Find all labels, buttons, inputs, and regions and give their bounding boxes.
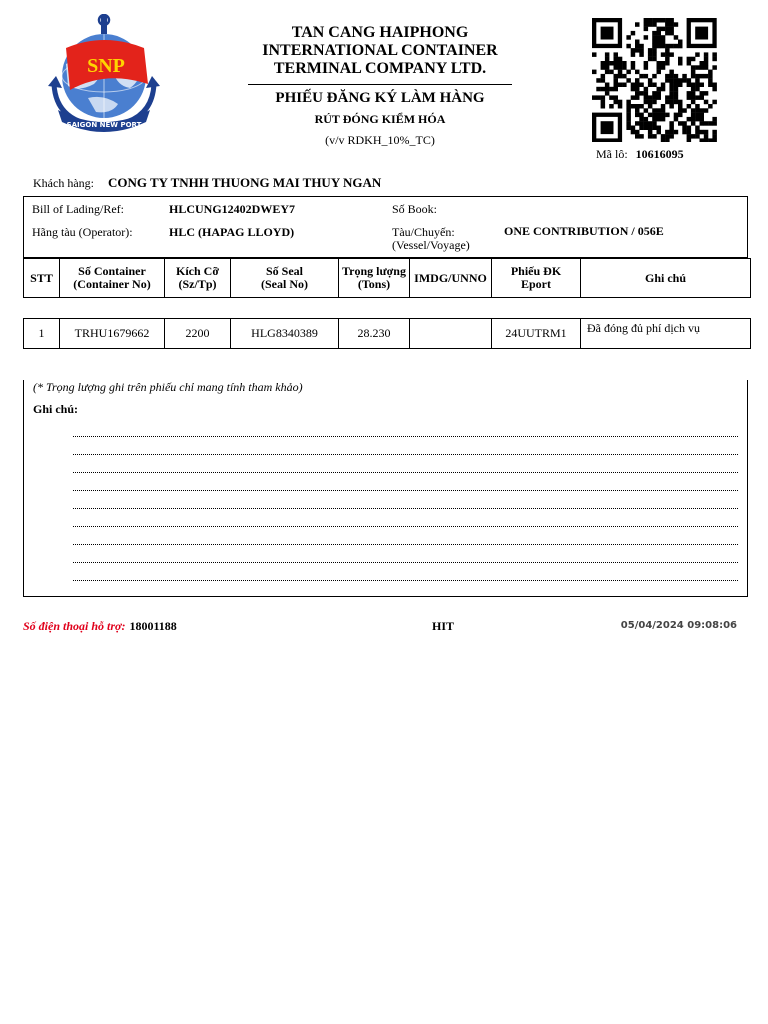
col-header-eport: Phiếu ĐK Eport [492, 259, 581, 298]
support-label: Số điện thoại hỗ trợ: [23, 619, 126, 633]
vessel-value: ONE CONTRIBUTION / 056E [504, 224, 664, 238]
note-line [73, 508, 738, 509]
qr-code [592, 18, 722, 142]
col-header-container: Số Container (Container No) [60, 259, 165, 298]
terminal-code: HIT [431, 619, 454, 633]
col-header-imdg: IMDG/UNNO [410, 259, 492, 298]
lot-label: Mã lô: [596, 147, 628, 161]
vessel-label: Tàu/Chuyến: [392, 225, 455, 239]
print-timestamp: 05/04/2024 09:08:06 [620, 620, 737, 631]
lot-value: 10616095 [635, 147, 684, 161]
note-line [73, 544, 738, 545]
company-line-2: INTERNATIONAL CONTAINER [262, 42, 498, 59]
customer-label: Khách hàng: [33, 176, 94, 190]
document-subtitle: RÚT ĐÓNG KIỂM HÓA [314, 112, 446, 126]
col-header-weight: Trọng lượng (Tons) [339, 259, 410, 298]
cell-seal: HLG8340389 [231, 319, 339, 349]
company-line-1: TAN CANG HAIPHONG [291, 24, 469, 41]
notes-label: Ghi chú: [33, 402, 79, 416]
operator-label: Hãng tàu (Operator): [32, 225, 133, 239]
cell-stt: 1 [24, 319, 60, 349]
container-table-body [23, 318, 751, 349]
col-header-note: Ghi chú [581, 259, 751, 298]
cell-container-no: TRHU1679662 [60, 319, 165, 349]
company-line-3: TERMINAL COMPANY LTD. [273, 60, 487, 77]
note-line [73, 472, 738, 473]
col-header-stt: STT [24, 259, 60, 298]
document-title: PHIẾU ĐĂNG KÝ LÀM HÀNG [275, 90, 485, 106]
shipment-info-box [23, 196, 748, 258]
book-label: Số Book: [392, 202, 438, 216]
bl-value: HLCUNG12402DWEY7 [169, 202, 296, 216]
lot-number [596, 147, 684, 162]
support-phone [23, 619, 177, 634]
vessel-label-en: (Vessel/Voyage) [392, 238, 470, 252]
col-header-size: Kích Cỡ (Sz/Tp) [165, 259, 231, 298]
notes-box [23, 380, 748, 597]
weight-disclaimer: (* Trọng lượng ghi trên phiếu chỉ mang tính tham khảo) [33, 380, 303, 394]
bl-label: Bill of Lading/Ref: [32, 202, 124, 216]
customer-value: CONG TY TNHH THUONG MAI THUY NGAN [107, 175, 382, 190]
note-line [73, 562, 738, 563]
support-number: 18001188 [129, 619, 177, 633]
cell-size: 2200 [165, 319, 231, 349]
cell-weight: 28.230 [339, 319, 410, 349]
table-row [24, 319, 751, 349]
col-header-seal: Số Seal (Seal No) [231, 259, 339, 298]
cell-imdg [410, 319, 492, 349]
container-table-header [23, 258, 751, 298]
note-line [73, 490, 738, 491]
note-line [73, 436, 738, 437]
cell-note: Đã đóng đủ phí dịch vụ [581, 319, 751, 349]
customer-row [33, 175, 381, 191]
note-line [73, 580, 738, 581]
header-divider [248, 84, 512, 85]
note-line [73, 454, 738, 455]
document-reference: (v/v RDKH_10%_TC) [325, 133, 435, 147]
cell-eport: 24UUTRM1 [492, 319, 581, 349]
operator-value: HLC (HAPAG LLOYD) [169, 225, 295, 239]
logo-ring-text: SAIGON NEW PORT [66, 121, 142, 129]
note-line [73, 526, 738, 527]
company-logo [44, 14, 164, 138]
company-name [230, 24, 530, 78]
logo-text: SNP [87, 55, 125, 77]
